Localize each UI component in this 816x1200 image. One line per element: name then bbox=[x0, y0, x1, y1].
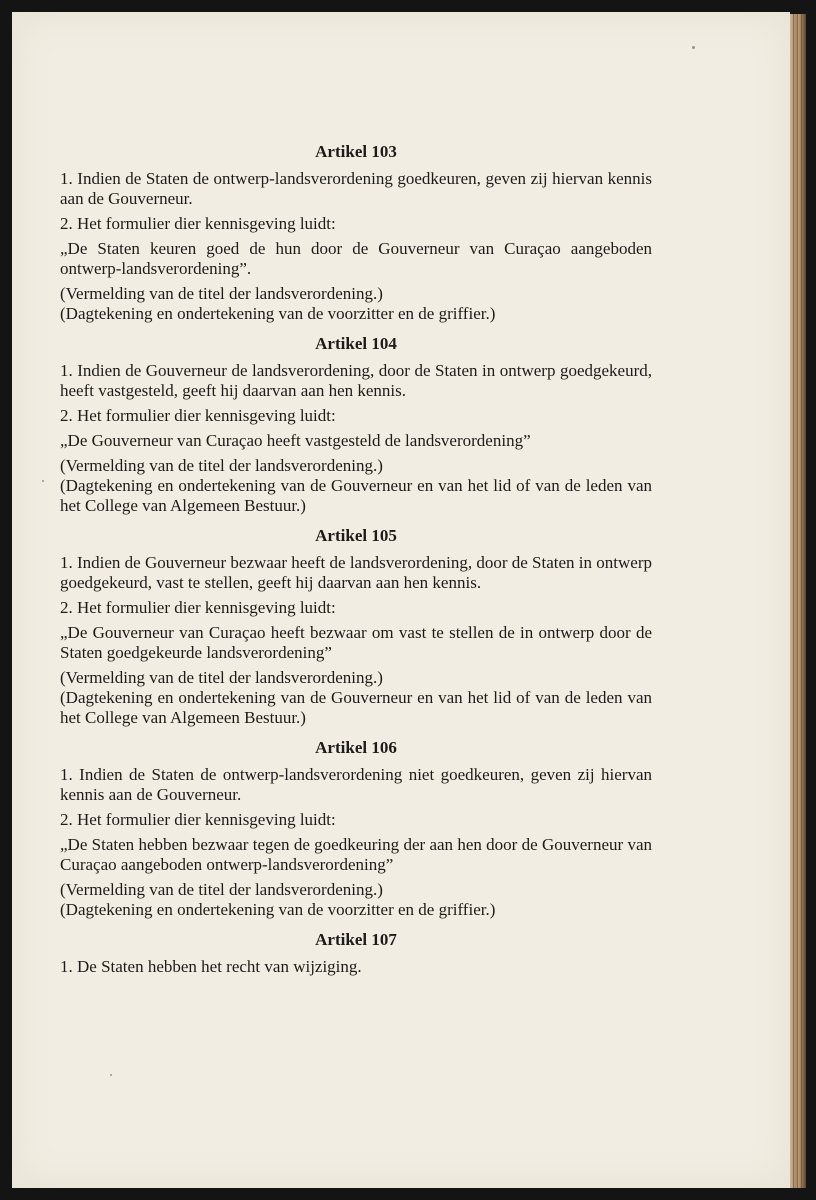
article-paragraph: „De Gouverneur van Curaçao heeft bezwaar om vast te stellen de in ontwerp door de Staten goedgekeurde landsverordening” bbox=[60, 623, 652, 662]
article-paragraph: 2. Het formulier dier kennisgeving luidt: bbox=[60, 406, 336, 425]
article-paragraph: (Vermelding van de titel der landsverordening.) bbox=[60, 668, 383, 687]
page-edge-line bbox=[797, 14, 798, 1188]
article-paragraph: 1. Indien de Staten de ontwerp-landsverordening niet goedkeuren, geven zij hiervan kennis aan de Gouverneur. bbox=[60, 765, 652, 804]
article-paragraph: 2. Het formulier dier kennisgeving luidt: bbox=[60, 598, 336, 617]
article-paragraph: (Dagtekening en ondertekening van de Gouverneur en van het lid of van de leden van het College van Algemeen Bestuur.) bbox=[60, 688, 652, 727]
article-heading: Artikel 105 bbox=[315, 526, 397, 545]
article-paragraph: 2. Het formulier dier kennisgeving luidt: bbox=[60, 214, 336, 233]
article-paragraph: 2. Het formulier dier kennisgeving luidt: bbox=[60, 810, 336, 829]
article-heading: Artikel 106 bbox=[315, 738, 397, 757]
article-105 bbox=[60, 526, 652, 728]
page-text bbox=[60, 132, 652, 982]
article-paragraph: (Vermelding van de titel der landsverordening.) bbox=[60, 284, 383, 303]
paper-speck bbox=[42, 480, 44, 482]
article-paragraph: 1. Indien de Staten de ontwerp-landsverordening goedkeuren, geven zij hiervan kennis aan de Gouverneur. bbox=[60, 169, 652, 208]
article-104 bbox=[60, 334, 652, 516]
article-heading: Artikel 103 bbox=[315, 142, 397, 161]
page-edge-line bbox=[801, 14, 802, 1188]
article-paragraph: (Dagtekening en ondertekening van de Gouverneur en van het lid of van de leden van het College van Algemeen Bestuur.) bbox=[60, 476, 652, 515]
article-heading: Artikel 107 bbox=[315, 930, 397, 949]
article-paragraph: „De Staten keuren goed de hun door de Gouverneur van Curaçao aangeboden ontwerp-landsverordening”. bbox=[60, 239, 652, 278]
article-paragraph: (Dagtekening en ondertekening van de voorzitter en de griffier.) bbox=[60, 304, 496, 323]
article-paragraph: „De Gouverneur van Curaçao heeft vastgesteld de landsverordening” bbox=[60, 431, 531, 450]
article-paragraph: (Dagtekening en ondertekening van de voorzitter en de griffier.) bbox=[60, 900, 496, 919]
book-page bbox=[12, 12, 790, 1188]
article-paragraph: (Vermelding van de titel der landsverordening.) bbox=[60, 880, 383, 899]
article-106 bbox=[60, 738, 652, 920]
article-paragraph: 1. Indien de Gouverneur de landsverordening, door de Staten in ontwerp goedgekeurd, heeft vastgesteld, geeft hij daarvan aan hen kennis. bbox=[60, 361, 652, 400]
article-heading: Artikel 104 bbox=[315, 334, 397, 353]
article-103 bbox=[60, 142, 652, 324]
article-paragraph: 1. Indien de Gouverneur bezwaar heeft de landsverordening, door de Staten in ontwerp goedgekeurd, vast te stellen, geeft hij daarvan aan hen kennis. bbox=[60, 553, 652, 592]
paper-speck bbox=[692, 46, 695, 49]
article-107 bbox=[60, 930, 652, 977]
book-page-edges bbox=[790, 14, 806, 1188]
article-paragraph: 1. De Staten hebben het recht van wijziging. bbox=[60, 957, 362, 976]
paper-speck bbox=[110, 1074, 112, 1076]
article-paragraph: (Vermelding van de titel der landsverordening.) bbox=[60, 456, 383, 475]
article-paragraph: „De Staten hebben bezwaar tegen de goedkeuring der aan hen door de Gouverneur van Curaçao aangeboden ontwerp-landsverordening” bbox=[60, 835, 652, 874]
page-edge-line bbox=[793, 14, 794, 1188]
